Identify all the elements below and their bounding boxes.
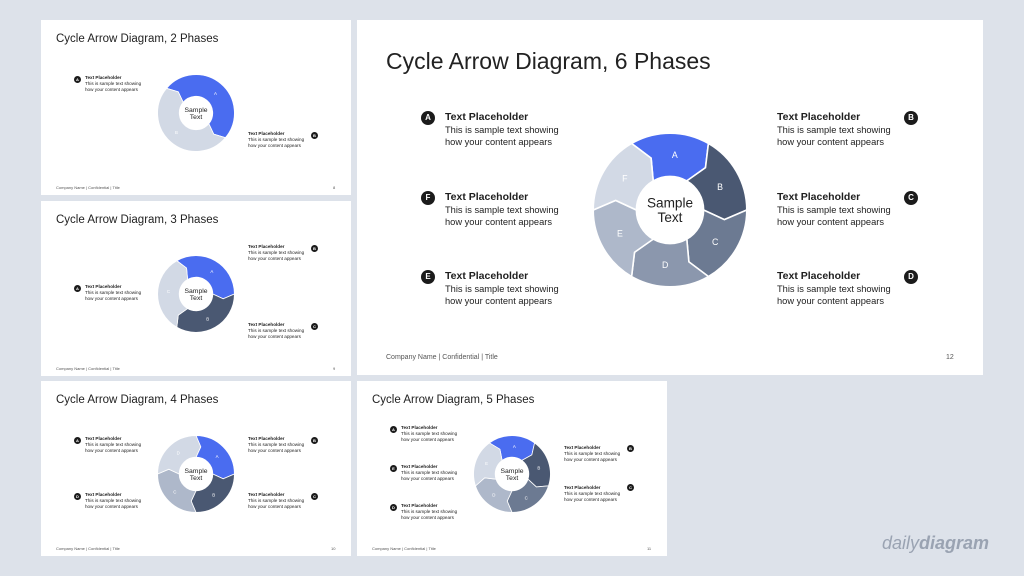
text-block-heading: Text Placeholder [248, 322, 285, 327]
cycle-center-text: Text [189, 475, 203, 482]
badge-a: A [74, 437, 81, 444]
cycle-segment-label: D [492, 492, 496, 498]
text-block-body: This is sample text showing [564, 491, 621, 496]
text-block-heading: Text Placeholder [85, 284, 122, 289]
slide-footer: Company Name | Confidential | Title [56, 185, 120, 190]
cycle-center-text: Sample [500, 467, 524, 475]
cycle-diagram [590, 130, 750, 290]
text-block-body: This is sample text showing [445, 204, 559, 215]
text-block-b [248, 131, 304, 149]
text-block-heading: Text Placeholder [248, 436, 285, 441]
text-block-heading: Text Placeholder [248, 131, 285, 136]
page-number: 9 [333, 366, 336, 371]
slide-footer: Company Name | Confidential | Title [56, 546, 120, 551]
text-block-d [401, 503, 457, 521]
badge-f: F [421, 191, 435, 205]
text-block-heading: Text Placeholder [777, 270, 861, 282]
badge-b: B [311, 437, 318, 444]
badge-d: D [74, 493, 81, 500]
cycle-segment-label: F [622, 173, 628, 184]
brand-logo-bold: diagram [919, 533, 990, 553]
slide-title: Cycle Arrow Diagram, 5 Phases [372, 394, 535, 406]
badge-c: C [311, 323, 318, 330]
text-block-b [248, 244, 304, 262]
page-number: 11 [647, 546, 652, 551]
text-block-body: This is sample text showing [445, 283, 559, 294]
page-number: 12 [946, 354, 954, 361]
cycle-segment-label: E [485, 460, 489, 466]
cycle-segment-label: B [537, 465, 541, 471]
slide-footer: Company Name | Confidential | Title [372, 546, 436, 551]
text-block-body: This is sample text showing [445, 124, 559, 135]
text-block-b [777, 111, 891, 149]
slide-footer: Company Name | Confidential | Title [386, 354, 498, 361]
badge-d: D [390, 504, 397, 511]
cycle-segment-label: C [712, 236, 719, 247]
text-block-body: This is sample text showing [85, 290, 142, 295]
text-block-body: how your content appears [564, 457, 617, 462]
text-block-body: This is sample text showing [401, 470, 458, 475]
cycle-segment-label: A [671, 150, 678, 161]
cycle-segment-label: B [212, 492, 216, 498]
text-block-a [85, 436, 141, 454]
cycle-center-text: Sample [646, 195, 694, 211]
text-block-body: how your content appears [248, 256, 301, 261]
text-block-body: how your content appears [401, 476, 454, 481]
cycle-center-text: Text [189, 295, 203, 302]
cycle-diagram [156, 434, 236, 514]
text-block-body: This is sample text showing [248, 442, 305, 447]
text-block-c [248, 322, 304, 340]
text-block-a [85, 284, 141, 302]
slide-3-phases[interactable] [41, 201, 351, 376]
badge-e: E [390, 465, 397, 472]
text-block-body: This is sample text showing [248, 137, 305, 142]
cycle-diagram [156, 254, 236, 334]
page-number: 8 [333, 185, 336, 190]
text-block-f [445, 191, 559, 229]
cycle-segment-label: B [717, 181, 723, 192]
text-block-heading: Text Placeholder [564, 485, 601, 490]
badge-a: A [74, 76, 81, 83]
badge-b: B [904, 111, 918, 125]
text-block-body: how your content appears [248, 143, 301, 148]
badge-d: D [904, 270, 918, 284]
cycle-segment-label: A [215, 453, 219, 459]
slide-5-phases[interactable] [357, 381, 667, 556]
text-block-heading: Text Placeholder [445, 270, 529, 282]
text-block-body: This is sample text showing [401, 509, 458, 514]
cycle-segment-label: A [512, 444, 516, 450]
cycle-segment-label: C [524, 495, 528, 501]
badge-c: C [627, 484, 634, 491]
badge-b: B [311, 132, 318, 139]
cycle-center-text: Sample [184, 287, 208, 295]
badge-b: B [311, 245, 318, 252]
text-block-heading: Text Placeholder [85, 436, 122, 441]
text-block-body: how your content appears [777, 296, 884, 306]
slide-2-phases[interactable] [41, 20, 351, 195]
text-block-b [248, 436, 304, 454]
cycle-segment-label: A [210, 268, 214, 274]
page-number: 10 [331, 546, 336, 551]
slide-title: Cycle Arrow Diagram, 3 Phases [56, 214, 219, 226]
text-block-e [445, 270, 559, 308]
text-block-heading: Text Placeholder [248, 492, 285, 497]
cycle-center-text: Text [189, 114, 203, 121]
text-block-heading: Text Placeholder [248, 244, 285, 249]
cycle-center-text: Text [657, 210, 683, 225]
text-block-a [401, 425, 457, 443]
badge-e: E [421, 270, 435, 284]
text-block-body: how your content appears [445, 137, 552, 147]
badge-a: A [421, 111, 435, 125]
text-block-body: This is sample text showing [85, 498, 142, 503]
text-block-body: how your content appears [248, 334, 301, 339]
text-block-d [85, 492, 141, 510]
badge-c: C [904, 191, 918, 205]
text-block-heading: Text Placeholder [777, 111, 861, 123]
text-block-body: how your content appears [85, 87, 138, 92]
text-block-body: how your content appears [248, 448, 301, 453]
text-block-body: This is sample text showing [777, 283, 891, 294]
brand-logo [882, 533, 989, 554]
text-block-body: This is sample text showing [564, 451, 621, 456]
text-block-heading: Text Placeholder [85, 492, 122, 497]
text-block-heading: Text Placeholder [564, 445, 601, 450]
text-block-body: how your content appears [248, 504, 301, 509]
cycle-segment-label: D [176, 450, 180, 456]
text-block-c [777, 191, 891, 229]
text-block-heading: Text Placeholder [401, 503, 438, 508]
text-block-body: how your content appears [401, 515, 454, 520]
text-block-c [248, 492, 304, 510]
text-block-a [445, 111, 559, 149]
text-block-body: This is sample text showing [248, 328, 305, 333]
badge-a: A [390, 426, 397, 433]
text-block-body: This is sample text showing [777, 124, 891, 135]
cycle-center-text: Sample [184, 467, 208, 475]
cycle-center-text: Sample [184, 106, 208, 114]
text-block-e [401, 464, 457, 482]
text-block-body: how your content appears [85, 296, 138, 301]
text-block-d [777, 270, 891, 308]
cycle-segment-label: B [175, 130, 178, 136]
text-block-body: how your content appears [85, 448, 138, 453]
badge-b: B [627, 445, 634, 452]
text-block-body: This is sample text showing [85, 442, 142, 447]
brand-logo-light: daily [882, 533, 920, 553]
cycle-segment-label: C [166, 289, 171, 295]
cycle-center-text: Text [505, 475, 519, 482]
slide-6-phases[interactable] [357, 20, 983, 375]
text-block-heading: Text Placeholder [401, 464, 438, 469]
text-block-body: This is sample text showing [248, 250, 305, 255]
slide-footer: Company Name | Confidential | Title [56, 366, 120, 371]
text-block-body: how your content appears [777, 217, 884, 227]
text-block-body: This is sample text showing [248, 498, 305, 503]
cycle-segment-label: B [206, 316, 210, 322]
cycle-segment-label: E [617, 228, 623, 239]
text-block-c [564, 485, 620, 503]
text-block-body: This is sample text showing [777, 204, 891, 215]
cycle-diagram [472, 434, 552, 514]
text-block-body: how your content appears [445, 296, 552, 306]
cycle-segment-label: D [662, 260, 669, 271]
text-block-heading: Text Placeholder [85, 75, 122, 80]
text-block-heading: Text Placeholder [777, 191, 861, 203]
text-block-body: how your content appears [401, 437, 454, 442]
text-block-body: This is sample text showing [401, 431, 458, 436]
text-block-b [564, 445, 620, 463]
badge-c: C [311, 493, 318, 500]
text-block-heading: Text Placeholder [445, 111, 529, 123]
slide-title: Cycle Arrow Diagram, 2 Phases [56, 33, 219, 45]
slide-title: Cycle Arrow Diagram, 4 Phases [56, 394, 219, 406]
slide-title: Cycle Arrow Diagram, 6 Phases [386, 48, 711, 74]
cycle-segment-label: A [214, 91, 217, 97]
text-block-body: how your content appears [445, 217, 552, 227]
cycle-diagram [156, 73, 236, 153]
text-block-body: how your content appears [85, 504, 138, 509]
text-block-body: how your content appears [564, 497, 617, 502]
text-block-body: how your content appears [777, 137, 884, 147]
cycle-segment-label: C [173, 489, 177, 495]
badge-a: A [74, 285, 81, 292]
text-block-heading: Text Placeholder [401, 425, 438, 430]
text-block-heading: Text Placeholder [445, 191, 529, 203]
text-block-a [85, 75, 141, 93]
slide-4-phases[interactable] [41, 381, 351, 556]
text-block-body: This is sample text showing [85, 81, 142, 86]
